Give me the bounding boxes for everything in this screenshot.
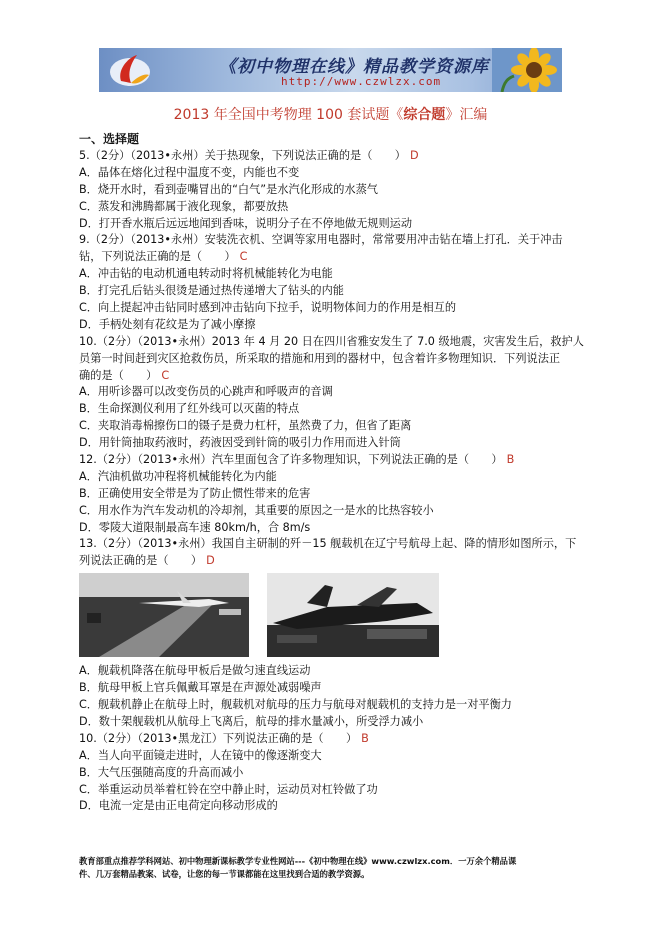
header-banner (99, 48, 562, 92)
option: A．汽油机做功冲程将机械能转化为内能 (79, 469, 277, 483)
question-stem: 9.（2分）（2013•永州）安装洗衣机、空调等家用电器时，常常要用冲击钻在墙上打孔．关于冲击 (79, 233, 563, 247)
banner-title: 《初中物理在线》精品教学资源库 (219, 57, 489, 77)
question-stem (79, 148, 589, 165)
section-heading: 一、选择题 (79, 132, 140, 146)
option: C．夹取消毒棉擦伤口的镊子是费力杠杆，虽然费了力，但省了距离 (79, 419, 412, 433)
question (79, 731, 589, 815)
question-stem: 10.（2分）（2013•永州）2013 年 4 月 20 日在四川省雅安发生了 7.0 级地震，灾害发生后，救护人 (79, 334, 584, 348)
document-title (0, 104, 661, 124)
answer-mark: D (409, 149, 419, 162)
banner-url[interactable]: http://www.czwlzx.com (281, 75, 442, 88)
question-stem (79, 731, 589, 748)
question-stem: 员第一时间赶到灾区抢救伤员，所采取的措施和用到的器材中，包含着许多物理知识．下列说法正 (79, 351, 561, 365)
question-stem: 13.（2分）（2013•永州）我国自主研制的歼－15 舰载机在辽宁号航母上起、降的情形如图所示，下 (79, 537, 577, 551)
question-list (79, 148, 589, 815)
answer-mark: B (361, 731, 369, 745)
site-logo-icon (107, 51, 153, 89)
option: D．电流一定是由正电荷定向移动形成的 (79, 799, 278, 813)
answer-mark: D (206, 554, 215, 568)
option: C．舰载机静止在航母上时，舰载机对航母的压力与航母对舰载机的支持力是一对平衡力 (79, 698, 512, 712)
option: B．正确使用安全带是为了防止惯性带来的危害 (79, 486, 311, 500)
answer-mark: B (506, 453, 515, 467)
option: D．用针筒抽取药液时，药液因受到针筒的吸引力作用而进入针筒 (79, 436, 401, 450)
question-figures (79, 573, 589, 659)
option: A．舰载机降落在航母甲板后是做匀速直线运动 (79, 664, 311, 678)
title-prefix: 2013 年全国中考物理 100 套试题《 (173, 107, 404, 123)
option: C．举重运动员举着杠铃在空中静止时，运动员对杠铃做了功 (79, 782, 378, 796)
stem-text: 列说法正确的是（ ） (79, 554, 203, 568)
title-highlight: 综合题 (403, 107, 446, 123)
option: A．冲击钻的电动机通电转动时将机械能转化为电能 (79, 267, 333, 281)
stem-text: 钻，下列说法正确的是（ ） (79, 250, 236, 264)
footer-line: 件、几万套精品教案、试卷，让您的每一节课都能在这里找到合适的教学资源。 (79, 869, 370, 879)
question (79, 452, 589, 536)
option: B．生命探测仪利用了红外线可以灭菌的特点 (79, 402, 300, 416)
option: B．打完孔后钻头很烫是通过热传递增大了钻头的内能 (79, 284, 344, 298)
footer-line: 教育部重点推荐学科网站、初中物理新课标教学专业性网站---《初中物理在线》www.czwlzx.com．一万余个精品课 (79, 856, 517, 866)
question-stem (79, 249, 589, 266)
sunflower-icon (492, 48, 562, 92)
carrier-landing-photo (79, 573, 249, 657)
option: D．打开香水瓶后远远地闻到香味，说明分子在不停地做无规则运动 (79, 216, 413, 230)
question (79, 148, 589, 232)
question-stem (79, 553, 589, 570)
carrier-takeoff-photo (267, 573, 439, 657)
option: C．向上提起冲击钻同时感到冲击钻向下拉手，说明物体间力的作用是相互的 (79, 301, 457, 315)
stem-text: 5.（2分）（2013•永州）关于热现象，下列说法正确的是（ ） (79, 149, 406, 162)
stem-text: 确的是（ ） (79, 368, 158, 382)
option: D．零陵大道限制最高车速 80km/h，合 8m/s (79, 520, 311, 534)
option: B．航母甲板上官兵佩戴耳罩是在声源处减弱噪声 (79, 681, 322, 695)
question (79, 334, 589, 452)
page-footer (79, 855, 589, 881)
option: B．烧开水时，看到壶嘴冒出的“白气”是水汽化形成的水蒸气 (79, 182, 378, 196)
option: A．晶体在熔化过程中温度不变，内能也不变 (79, 165, 300, 179)
stem-text: 12.（2分）（2013•永州）汽车里面包含了许多物理知识，下列说法正确的是（ ） (79, 453, 503, 467)
question-stem (79, 368, 589, 385)
option: D．手柄处刻有花纹是为了减小摩擦 (79, 317, 256, 331)
question-stem (79, 452, 589, 469)
option: B．大气压强随高度的升高而减小 (79, 765, 244, 779)
title-suffix: 》汇编 (445, 107, 488, 123)
answer-mark: C (239, 250, 248, 264)
option: D．数十架舰载机从航母上飞离后，航母的排水量减小，所受浮力减小 (79, 714, 424, 728)
option: C．蒸发和沸腾都属于液化现象，都要放热 (79, 199, 289, 213)
question (79, 536, 589, 730)
answer-mark: C (161, 368, 170, 382)
option: A．当人向平面镜走进时，人在镜中的像逐渐变大 (79, 748, 322, 762)
option: C．用水作为汽车发动机的冷却剂，其重要的原因之一是水的比热容较小 (79, 503, 434, 517)
stem-text: 10.（2分）（2013•黑龙江）下列说法正确的是（ ） (79, 731, 358, 745)
question (79, 232, 589, 333)
option: A．用听诊器可以改变伤员的心跳声和呼吸声的音调 (79, 385, 333, 399)
